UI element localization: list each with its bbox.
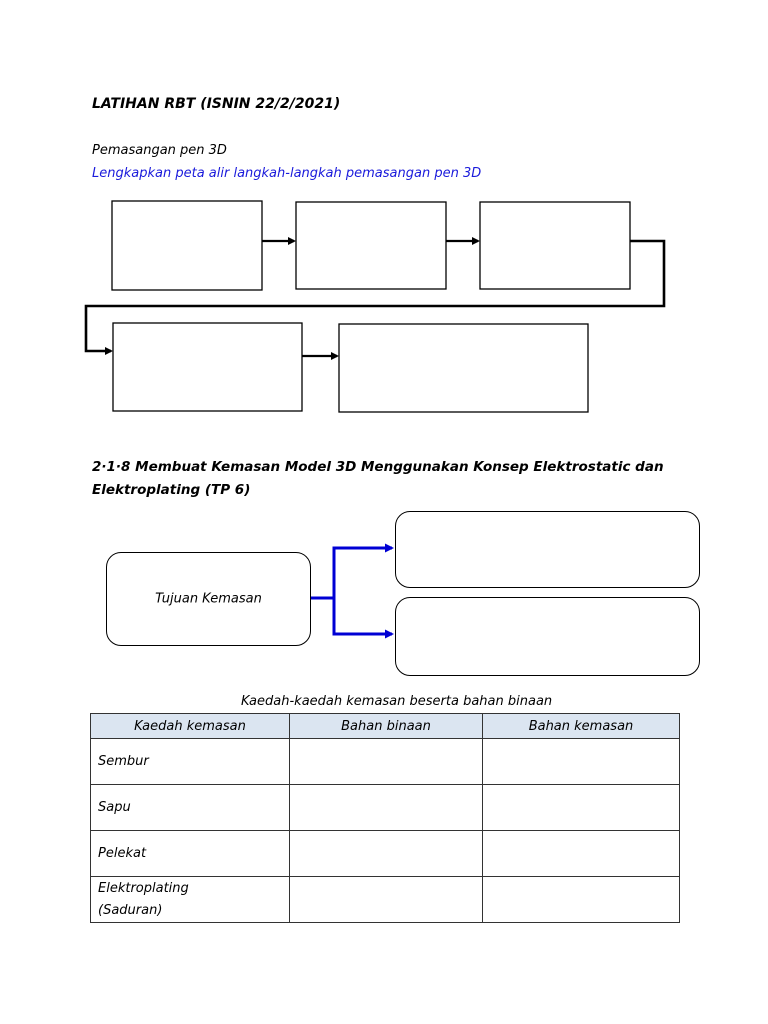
cell-bahan-binaan[interactable] [290,831,483,877]
table-row [91,877,680,923]
cell-bahan-kemasan[interactable] [483,739,680,785]
cell-bahan-kemasan[interactable] [483,831,680,877]
kaedah-kemasan-table [90,713,680,923]
cell-bahan-kemasan[interactable] [483,877,680,923]
tujuan-connector-branch-1 [334,548,392,598]
tujuan-kemasan-label: Tujuan Kemasan [155,591,262,607]
cell-bahan-binaan[interactable] [290,739,483,785]
header-bahan-binaan: Bahan binaan [290,714,483,739]
page-subtitle: Pemasangan pen 3D [92,143,227,158]
cell-kaedah: Elektroplating (Saduran) [91,877,290,923]
header-kaedah-kemasan: Kaedah kemasan [91,714,290,739]
table-row [91,739,680,785]
instruction-text: Lengkapkan peta alir langkah-langkah pemasangan pen 3D [92,166,482,181]
page-title: LATIHAN RBT (ISNIN 22/2/2021) [92,96,341,112]
table-header-row [91,714,680,739]
section-heading-line-2: Elektroplating (TP 6) [92,482,251,498]
table-row [91,831,680,877]
table-caption: Kaedah-kaedah kemasan beserta bahan binaan [241,694,553,709]
cell-kaedah: Sapu [91,785,290,831]
tujuan-connector-branch-2 [334,598,392,634]
section-heading-line-1: 2·1·8 Membuat Kemasan Model 3D Menggunakan Konsep Elektrostatic dan [92,459,664,475]
cell-kaedah: Pelekat [91,831,290,877]
cell-bahan-binaan[interactable] [290,877,483,923]
header-bahan-kemasan: Bahan kemasan [483,714,680,739]
table-row [91,785,680,831]
cell-bahan-binaan[interactable] [290,785,483,831]
cell-kaedah: Sembur [91,739,290,785]
cell-bahan-kemasan[interactable] [483,785,680,831]
